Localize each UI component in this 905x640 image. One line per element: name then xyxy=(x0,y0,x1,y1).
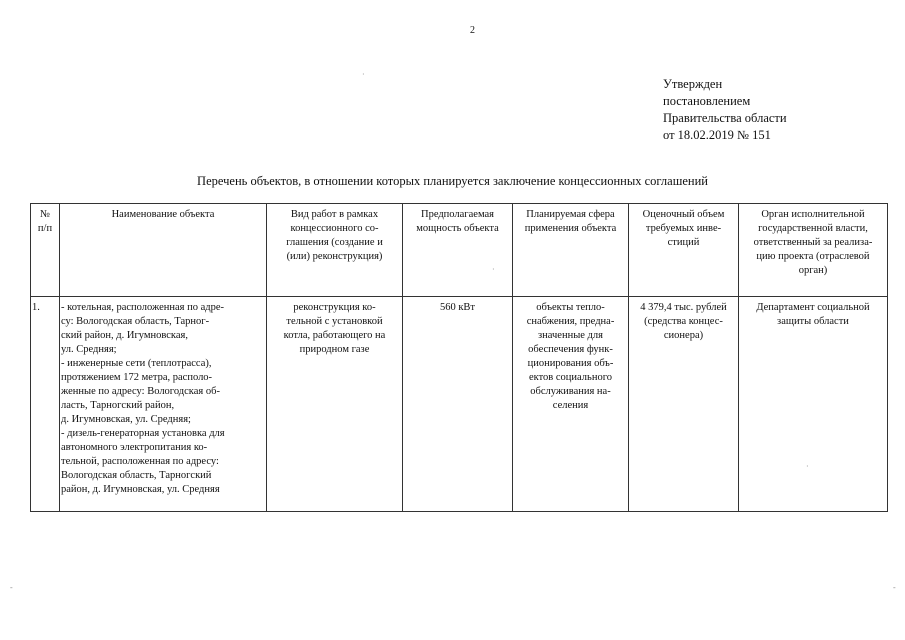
header-line: цию проекта (отраслевой xyxy=(756,251,870,262)
object-line: - инженерные сети (теплотрасса), xyxy=(61,358,212,369)
document-title: Перечень объектов, в отношении которых планируется заключение концессионных соглашений xyxy=(197,174,708,188)
work-line: тельной с установкой xyxy=(286,316,383,327)
header-number xyxy=(31,204,60,297)
header-capacity xyxy=(403,204,513,297)
authority-line: Департамент социальной xyxy=(756,302,870,313)
scan-speck: · xyxy=(806,462,809,471)
header-line: № xyxy=(39,209,51,220)
object-line: ский район, д. Игумновская, xyxy=(61,330,188,341)
object-line: район, д. Игумновская, ул. Средняя xyxy=(61,484,220,495)
object-line: ул. Средняя; xyxy=(61,344,117,355)
header-authority xyxy=(739,204,888,297)
scan-speck: · xyxy=(492,265,495,274)
header-line: Вид работ в рамках xyxy=(290,209,379,220)
header-line: требуемых инве- xyxy=(645,223,722,234)
header-line: Оценочный объем xyxy=(642,209,725,220)
object-line: тельной, расположенная по адресу: xyxy=(61,456,219,467)
work-type-cell xyxy=(267,297,403,512)
sphere-line: ционирования объ- xyxy=(527,358,614,369)
investment-line: 4 379,4 тыс. рублей xyxy=(640,302,727,313)
header-line: Планируемая сфера xyxy=(526,209,615,220)
authority-line: защиты области xyxy=(777,316,849,327)
scan-speck: - xyxy=(10,583,13,592)
header-sphere xyxy=(513,204,629,297)
scan-speck: · xyxy=(362,70,365,79)
approval-line: от 18.02.2019 № 151 xyxy=(663,128,771,142)
row-number-cell: 1. xyxy=(31,297,60,512)
investment-line: сионера) xyxy=(663,330,704,341)
object-line: Вологодская область, Тарногский xyxy=(61,470,212,481)
object-line: - дизель-генераторная установка для xyxy=(61,428,225,439)
capacity-cell: 560 кВт xyxy=(403,297,513,512)
object-line: автономного электропитания ко- xyxy=(61,442,208,453)
sphere-line: объекты тепло- xyxy=(536,302,605,313)
header-investment xyxy=(629,204,739,297)
sphere-line: значенные для xyxy=(538,330,603,341)
work-line: реконструкция ко- xyxy=(293,302,376,313)
sphere-line: ектов социального xyxy=(528,372,612,383)
approval-line: Утвержден xyxy=(663,77,723,91)
header-line: Предполагаемая xyxy=(420,209,495,220)
object-line: д. Игумновская, ул. Средняя; xyxy=(61,414,191,425)
table-row xyxy=(31,297,888,512)
investment-line: (средства концес- xyxy=(644,316,723,327)
scan-speck: - xyxy=(893,583,896,592)
objects-table xyxy=(30,203,888,512)
header-line: стиций xyxy=(667,237,700,248)
object-line: ласть, Тарногский район, xyxy=(61,400,175,411)
sphere-cell xyxy=(513,297,629,512)
header-object-name xyxy=(60,204,267,297)
table-header-row xyxy=(31,204,888,297)
approval-line: постановлением xyxy=(663,94,751,108)
header-line: орган) xyxy=(798,265,828,276)
header-line: ответственный за реализа- xyxy=(753,237,873,248)
sphere-line: селения xyxy=(552,400,589,411)
object-line: женные по адресу: Вологодская об- xyxy=(61,386,220,397)
sphere-line: обеспечения функ- xyxy=(528,344,613,355)
object-line: протяжением 172 метра, располо- xyxy=(61,372,213,383)
investment-cell xyxy=(629,297,739,512)
header-work-type xyxy=(267,204,403,297)
page-number: 2 xyxy=(470,25,475,36)
approval-stamp xyxy=(663,76,787,144)
work-line: котла, работающего на xyxy=(283,330,386,341)
object-name-cell xyxy=(60,297,267,512)
header-line: мощность объекта xyxy=(416,223,499,234)
header-line: Наименование объекта xyxy=(111,209,215,220)
object-line: - котельная, расположенная по адре- xyxy=(61,302,225,313)
work-line: природном газе xyxy=(299,344,370,355)
object-line: су: Вологодская область, Тарног- xyxy=(61,316,210,327)
sphere-line: обслуживания на- xyxy=(530,386,611,397)
header-line: государственной власти, xyxy=(758,223,868,234)
header-line: применения объекта xyxy=(524,223,617,234)
authority-cell xyxy=(739,297,888,512)
header-line: Орган исполнительной xyxy=(761,209,865,220)
header-line: глашения (создание и xyxy=(286,237,383,248)
sphere-line: снабжения, предна- xyxy=(526,316,615,327)
header-line: (или) реконструкция) xyxy=(286,251,383,262)
approval-line: Правительства области xyxy=(663,111,787,125)
header-line: п/п xyxy=(37,223,53,234)
header-line: концессионного со- xyxy=(290,223,379,234)
